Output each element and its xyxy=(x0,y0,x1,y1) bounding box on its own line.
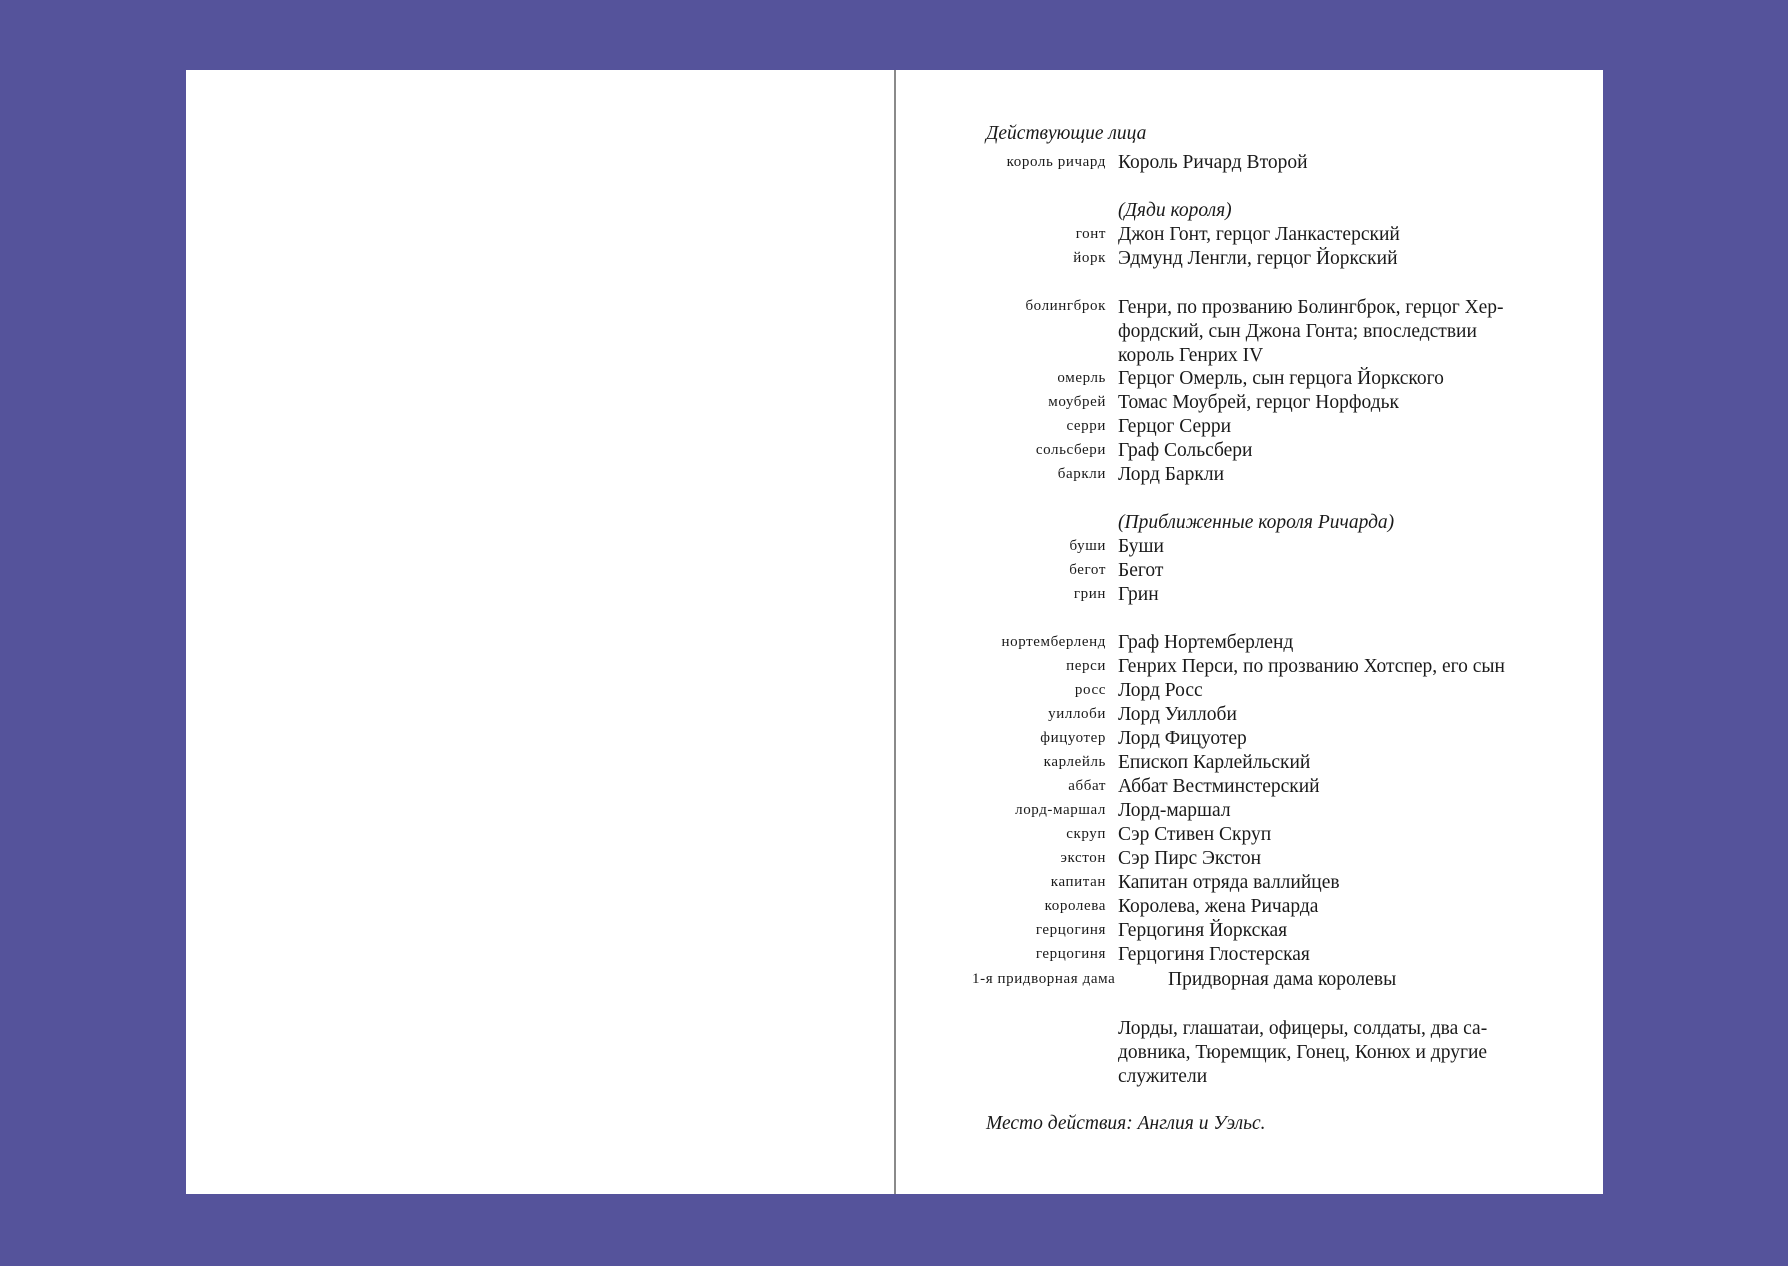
character-role: Джон Гонт, герцог Ланкастерский xyxy=(1118,224,1400,245)
extras-line: служители xyxy=(1118,1066,1208,1087)
character-role: Граф Нортемберленд xyxy=(1118,632,1294,653)
character-role: Бегот xyxy=(1118,560,1164,581)
character-name: скруп xyxy=(1066,826,1106,842)
page-heading: Действующие лица xyxy=(986,123,1147,144)
cast-row xyxy=(896,392,1603,416)
cast-row xyxy=(896,656,1603,680)
character-role: Генрих Перси, по прозванию Хотспер, его сын xyxy=(1118,656,1505,677)
cast-row xyxy=(896,920,1603,944)
character-role: Томас Моубрей, герцог Норфодьк xyxy=(1118,392,1399,413)
extras-line: довника, Тюремщик, Гонец, Конюх и другие xyxy=(1118,1042,1488,1063)
character-name: сольсбери xyxy=(1035,442,1106,458)
cast-row xyxy=(896,440,1603,464)
character-role: Сэр Пирс Экстон xyxy=(1118,848,1262,869)
cast-row xyxy=(896,848,1603,872)
cast-row xyxy=(896,632,1603,656)
group-label-favorites: (Приближенные короля Ричарда) xyxy=(1118,512,1395,533)
role-line: Генри, по прозванию Болингброк, герцог Хер- xyxy=(1118,297,1504,318)
character-role: Герцогиня Йоркская xyxy=(1118,920,1288,941)
group-label-uncles: (Дяди короля) xyxy=(1118,200,1232,221)
character-name: король ричард xyxy=(1006,154,1106,170)
book-spread xyxy=(186,70,1603,1194)
setting-line: Место действия: Англия и Уэльс. xyxy=(986,1113,1266,1134)
cast-row xyxy=(896,224,1603,248)
character-name: моубрей xyxy=(1048,394,1106,410)
character-name: фицуотер xyxy=(1040,730,1106,746)
character-role: Лорд Уиллоби xyxy=(1118,704,1237,725)
character-role: Сэр Стивен Скруп xyxy=(1118,824,1272,845)
cast-row xyxy=(896,680,1603,704)
character-name: лорд-маршал xyxy=(1015,802,1106,818)
left-page-blank xyxy=(186,70,894,1194)
character-name: нортемберленд xyxy=(1001,634,1106,650)
character-role: Эдмунд Ленгли, герцог Йоркский xyxy=(1118,248,1398,269)
character-name: росс xyxy=(1074,682,1106,698)
character-name: йорк xyxy=(1073,250,1106,266)
character-name: капитан xyxy=(1050,874,1106,890)
character-name: серри xyxy=(1066,418,1106,434)
character-name: буши xyxy=(1069,538,1106,554)
right-page xyxy=(896,70,1603,1194)
character-role: Герцог Омерль, сын герцога Йоркского xyxy=(1118,368,1444,389)
character-name: омерль xyxy=(1057,370,1106,386)
character-name: аббат xyxy=(1068,778,1106,794)
cast-row xyxy=(896,536,1603,560)
extras-line: Лорды, глашатаи, офицеры, солдаты, два са- xyxy=(1118,1018,1488,1039)
cast-row xyxy=(896,152,1603,176)
cast-row xyxy=(896,752,1603,776)
character-role: Капитан отряда валлийцев xyxy=(1118,872,1340,893)
character-name: гонт xyxy=(1075,226,1106,242)
character-role: Герцог Серри xyxy=(1118,416,1232,437)
cast-row xyxy=(896,560,1603,584)
character-role-multiline xyxy=(1118,296,1548,368)
character-role: Лорд Росс xyxy=(1118,680,1203,701)
character-name: уиллоби xyxy=(1048,706,1106,722)
character-role: Граф Сольсбери xyxy=(1118,440,1253,461)
role-line: король Генрих IV xyxy=(1118,345,1264,366)
character-role: Лорд-маршал xyxy=(1118,800,1231,821)
character-name: герцогиня xyxy=(1035,946,1106,962)
cast-row xyxy=(896,776,1603,800)
character-name: болингброк xyxy=(1025,298,1106,314)
character-name: баркли xyxy=(1057,466,1106,482)
character-name: грин xyxy=(1073,586,1106,602)
character-name: 1-я придворная дама xyxy=(972,971,1116,987)
character-name: экстон xyxy=(1060,850,1106,866)
cast-row xyxy=(896,416,1603,440)
character-role: Придворная дама королевы xyxy=(1168,969,1397,990)
cast-row xyxy=(896,584,1603,608)
cast-row xyxy=(896,728,1603,752)
role-line: фордский, сын Джона Гонта; впоследствии xyxy=(1118,321,1477,342)
cast-row xyxy=(896,824,1603,848)
character-role: Королева, жена Ричарда xyxy=(1118,896,1319,917)
cast-row xyxy=(896,969,1603,993)
cast-row xyxy=(896,248,1603,272)
character-role: Король Ричард Второй xyxy=(1118,152,1308,173)
dramatis-personae xyxy=(896,70,1603,1194)
character-role: Аббат Вестминстерский xyxy=(1118,776,1320,797)
cast-row xyxy=(896,896,1603,920)
character-role: Грин xyxy=(1118,584,1159,605)
extras-paragraph xyxy=(1118,1017,1548,1089)
character-name: герцогиня xyxy=(1035,922,1106,938)
cast-row xyxy=(896,872,1603,896)
cast-row xyxy=(896,368,1603,392)
character-role: Епископ Карлейльский xyxy=(1118,752,1311,773)
cast-row xyxy=(896,944,1603,968)
character-name: перси xyxy=(1066,658,1106,674)
character-role: Лорд Фицуотер xyxy=(1118,728,1247,749)
cast-row xyxy=(896,800,1603,824)
character-role: Буши xyxy=(1118,536,1164,557)
character-name: бегот xyxy=(1069,562,1106,578)
character-role: Лорд Баркли xyxy=(1118,464,1225,485)
character-name: карлейль xyxy=(1043,754,1106,770)
character-role: Герцогиня Глостерская xyxy=(1118,944,1310,965)
cast-row xyxy=(896,464,1603,488)
cast-row xyxy=(896,704,1603,728)
character-name: королева xyxy=(1044,898,1106,914)
